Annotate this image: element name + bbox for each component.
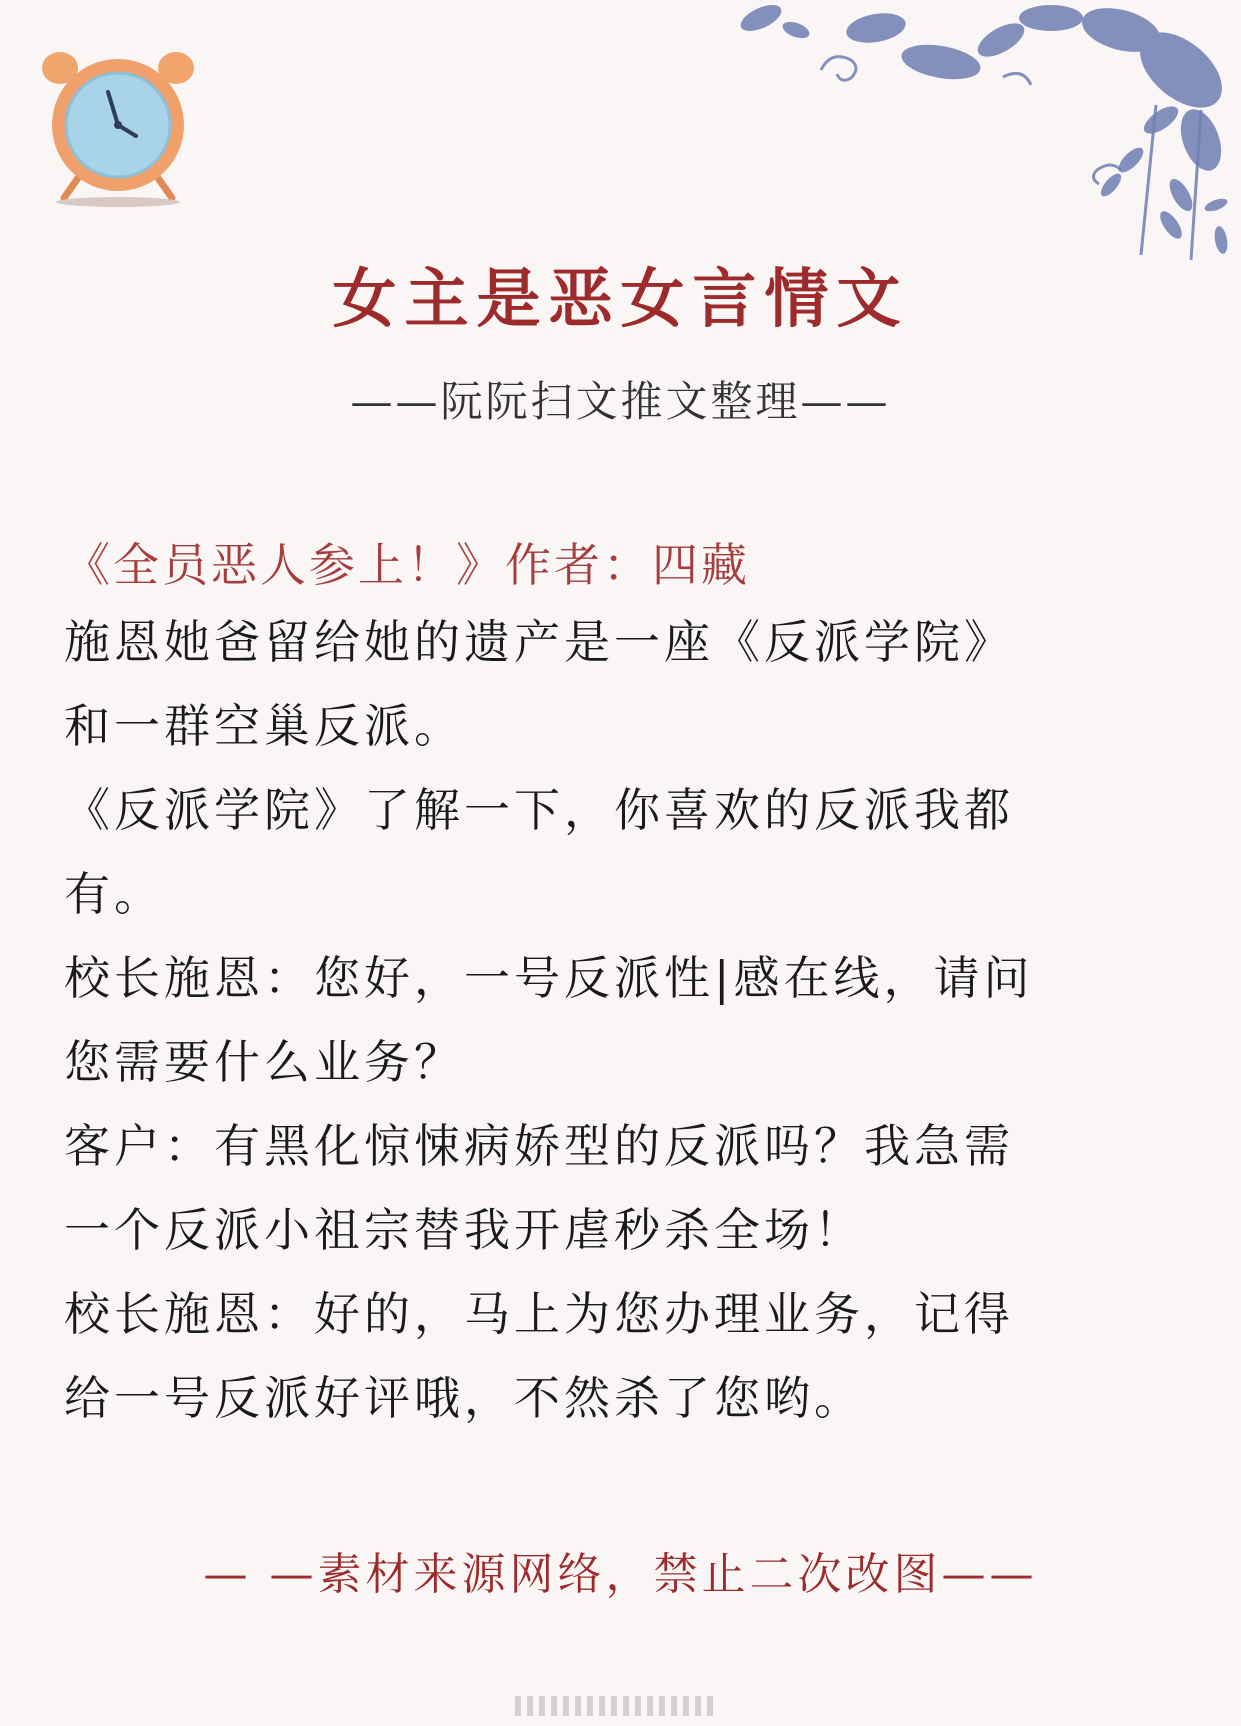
book-description-line: 一个反派小祖宗替我开虐秒杀全场！	[64, 1203, 864, 1257]
footer-note: — —素材来源网络，禁止二次改图——	[203, 1549, 1038, 1600]
book-entry	[64, 530, 1184, 1440]
page-subtitle: ——阮阮扫文推文整理——	[350, 377, 891, 426]
book-description-line: 和一群空巢反派。	[64, 699, 464, 753]
book-description-line: 有。	[64, 867, 164, 921]
book-description-line: 给一号反派好评哦，不然杀了您哟。	[64, 1371, 864, 1425]
alarm-clock-icon	[38, 40, 198, 210]
book-description-line: 客户：有黑化惊悚病娇型的反派吗？我急需	[64, 1119, 1014, 1173]
book-description-line: 校长施恩：您好，一号反派性|感在线，请问	[64, 951, 1034, 1005]
book-heading: 《全员恶人参上！》作者：四藏	[64, 538, 750, 592]
page-title: 女主是恶女言情文	[332, 262, 909, 337]
floral-corner-decoration	[701, 0, 1241, 270]
book-description-line: 《反派学院》了解一下，你喜欢的反派我都	[64, 783, 1014, 837]
book-description-line: 您需要什么业务？	[64, 1035, 464, 1089]
watermark-decoration	[515, 1690, 735, 1720]
book-description-line: 施恩她爸留给她的遗产是一座《反派学院》	[64, 615, 1014, 669]
book-description-line: 校长施恩：好的，马上为您办理业务，记得	[64, 1287, 1014, 1341]
